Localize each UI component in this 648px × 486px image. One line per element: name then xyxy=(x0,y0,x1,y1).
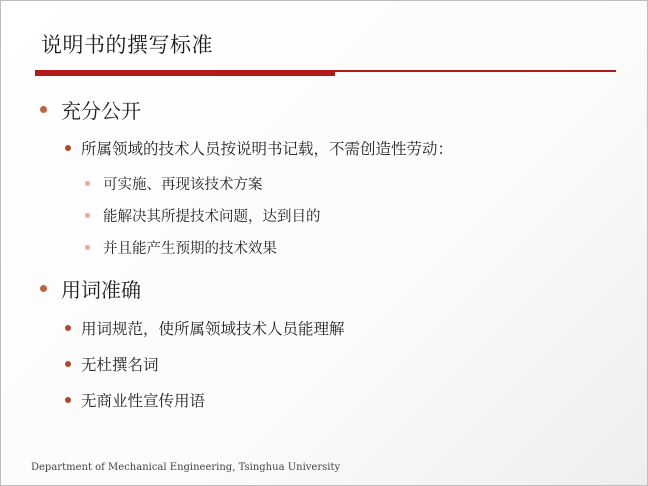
sub-bullet-point xyxy=(85,173,263,194)
section-heading-disclosure xyxy=(40,95,141,124)
sub-bullet-point-text: 能解决其所提技术问题，达到目的 xyxy=(103,209,321,225)
section-heading-text: 充分公开 xyxy=(61,99,141,123)
section-heading-text: 用词准确 xyxy=(61,278,141,302)
bullet-point-text: 用词规范，使所属领域技术人员能理解 xyxy=(81,320,345,338)
bullet-icon xyxy=(85,213,90,218)
bullet-point xyxy=(65,389,205,411)
bullet-icon xyxy=(85,181,90,186)
bullet-icon xyxy=(65,397,71,403)
section-heading-wording xyxy=(40,274,141,303)
bullet-icon xyxy=(85,245,90,250)
sub-bullet-point xyxy=(85,205,321,226)
title-underline-thick xyxy=(35,70,335,76)
bullet-point-text: 无杜撰名词 xyxy=(81,356,159,374)
title-underline-thin xyxy=(335,70,616,72)
footer-text: Department of Mechanical Engineering, Tsinghua University xyxy=(31,462,341,473)
bullet-icon xyxy=(65,145,71,151)
slide-title: 说明书的撰写标准 xyxy=(41,33,213,57)
bullet-icon xyxy=(65,325,71,331)
bullet-point xyxy=(65,317,345,339)
sub-bullet-point-text: 可实施、再现该技术方案 xyxy=(103,177,263,193)
sub-bullet-point-text: 并且能产生预期的技术效果 xyxy=(103,241,277,257)
bullet-icon xyxy=(40,285,47,292)
bullet-icon xyxy=(40,106,47,113)
bullet-point-text: 无商业性宣传用语 xyxy=(81,392,206,410)
bullet-icon xyxy=(65,361,71,367)
bullet-point-text: 所属领域的技术人员按说明书记载，不需创造性劳动： xyxy=(81,140,454,158)
bullet-point xyxy=(65,353,159,375)
sub-bullet-point xyxy=(85,237,277,258)
bullet-point xyxy=(65,137,453,159)
